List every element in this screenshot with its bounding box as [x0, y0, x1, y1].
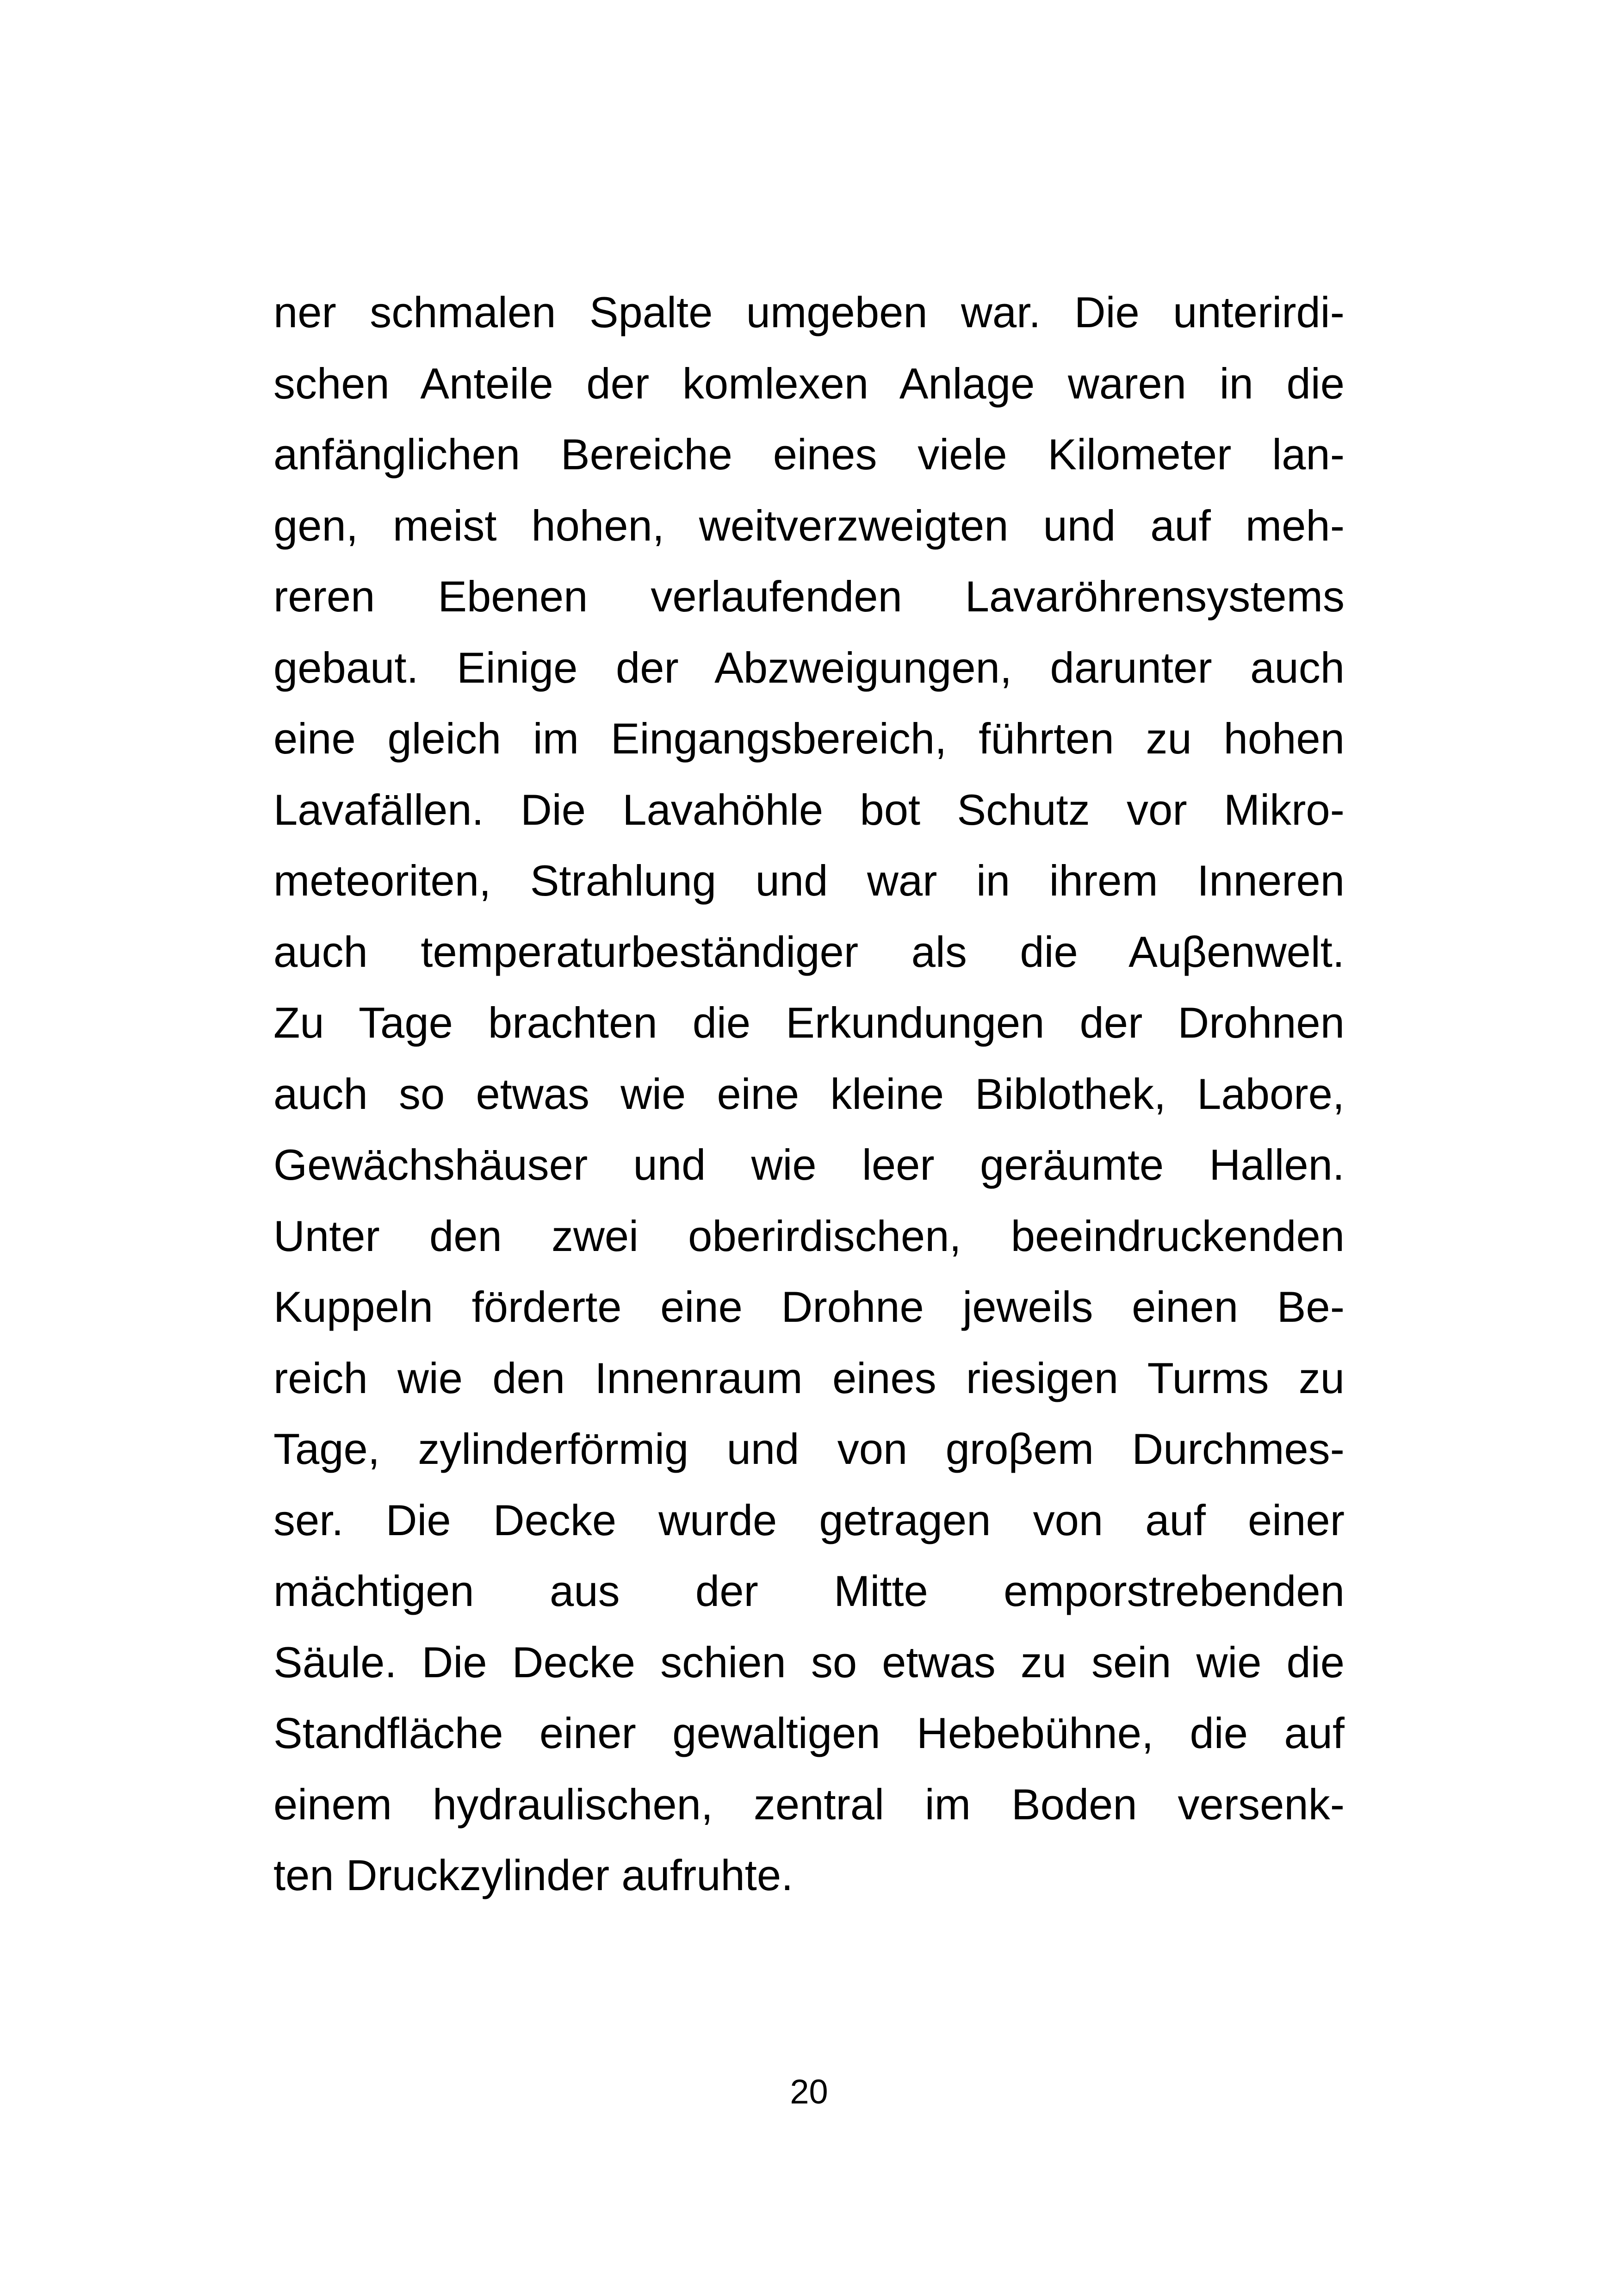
text-line-19: mächtigen aus der Mitte emporstrebenden	[273, 1567, 1345, 1615]
text-line-7: eine gleich im Eingangsbereich, führten zu hohen	[273, 714, 1345, 763]
text-line-18: ser. Die Decke wurde getragen von auf einer	[273, 1495, 1345, 1544]
text-line-10: auch temperaturbeständiger als die Auβenwelt.	[273, 927, 1345, 976]
body-text	[273, 277, 1345, 1911]
text-line-2: schen Anteile der komlexen Anlage waren in die	[273, 359, 1345, 408]
text-line-17: Tage, zylinderförmig und von groβem Durchmes-	[273, 1425, 1345, 1473]
text-line-21: Standfläche einer gewaltigen Hebebühne, die auf	[273, 1709, 1345, 1757]
text-line-14: Unter den zwei oberirdischen, beeindruckenden	[273, 1211, 1345, 1260]
text-line-13: Gewächshäuser und wie leer geräumte Hallen.	[273, 1140, 1345, 1189]
text-line-1: ner schmalen Spalte umgeben war. Die unterirdi-	[273, 288, 1345, 336]
text-line-22: einem hydraulischen, zentral im Boden versenk-	[273, 1780, 1345, 1829]
text-line-11: Zu Tage brachten die Erkundungen der Drohnen	[273, 998, 1345, 1047]
text-line-16: reich wie den Innenraum eines riesigen Turms zu	[273, 1353, 1345, 1402]
text-line-5: reren Ebenen verlaufenden Lavaröhrensystems	[273, 572, 1345, 621]
text-line-8: Lavafällen. Die Lavahöhle bot Schutz vor Mikro-	[273, 785, 1345, 834]
text-line-4: gen, meist hohen, weitverzweigten und auf meh-	[273, 501, 1345, 550]
text-line-23: ten Druckzylinder aufruhte.	[273, 1851, 794, 1899]
text-line-20: Säule. Die Decke schien so etwas zu sein wie die	[273, 1637, 1345, 1686]
text-line-9: meteoriten, Strahlung und war in ihrem Inneren	[273, 856, 1345, 905]
text-line-12: auch so etwas wie eine kleine Biblothek, Labore,	[273, 1069, 1345, 1118]
page-number: 20	[790, 2072, 828, 2111]
text-line-3: anfänglichen Bereiche eines viele Kilometer lan-	[273, 430, 1345, 479]
text-line-15: Kuppeln förderte eine Drohne jeweils einen Be-	[273, 1282, 1345, 1331]
text-line-6: gebaut. Einige der Abzweigungen, darunter auch	[273, 643, 1345, 692]
